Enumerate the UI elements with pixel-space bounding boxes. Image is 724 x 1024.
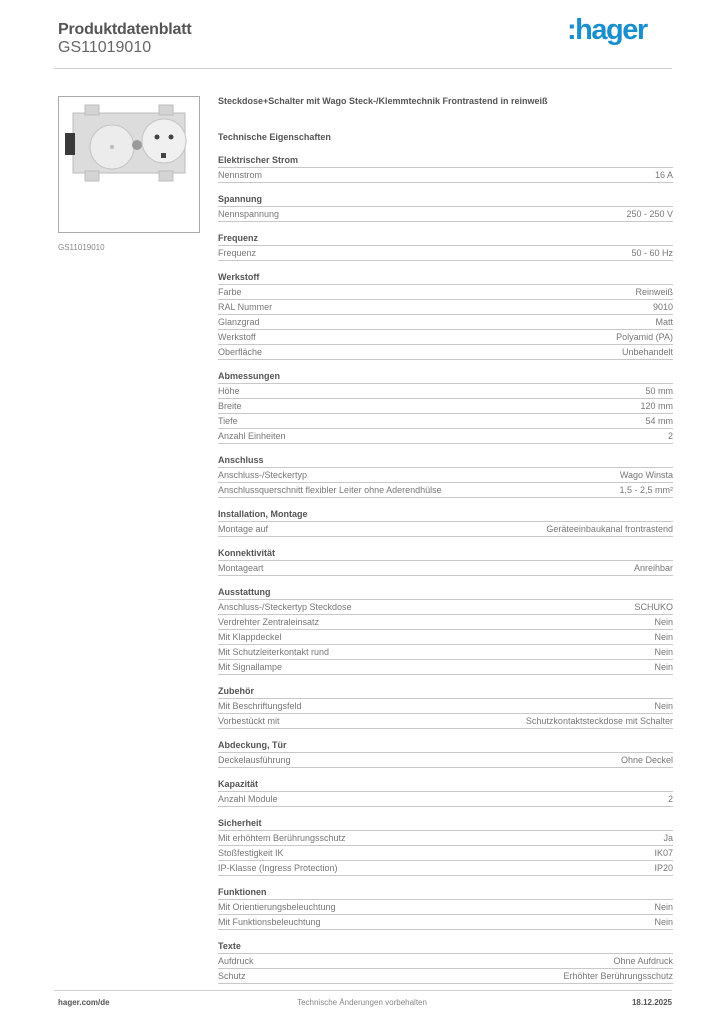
spec-group [218, 507, 673, 537]
spec-label: Stoßfestigkeit IK [218, 848, 284, 858]
spec-label: Werkstoff [218, 332, 256, 342]
spec-group [218, 816, 673, 876]
spec-row [218, 285, 673, 300]
spec-value: Nein [654, 617, 673, 627]
spec-group-title: Ausstattung [218, 585, 673, 600]
spec-value: 250 - 250 V [626, 209, 673, 219]
spec-label: Anschluss-/Steckertyp Steckdose [218, 602, 352, 612]
spec-group [218, 939, 673, 984]
spec-group [218, 777, 673, 807]
spec-value: 50 mm [645, 386, 673, 396]
spec-group-title: Funktionen [218, 885, 673, 900]
spec-row [218, 831, 673, 846]
spec-row [218, 846, 673, 861]
footer-date: 18.12.2025 [631, 998, 672, 1007]
spec-row [218, 753, 673, 768]
spec-label: Breite [218, 401, 242, 411]
spec-row [218, 900, 673, 915]
spec-row [218, 660, 673, 675]
product-code: GS11019010 [58, 39, 152, 56]
spec-label: Mit Beschriftungsfeld [218, 701, 302, 711]
spec-label: IP-Klasse (Ingress Protection) [218, 863, 338, 873]
spec-group [218, 192, 673, 222]
spec-group [218, 369, 673, 444]
spec-group [218, 453, 673, 498]
spec-label: Tiefe [218, 416, 238, 426]
spec-group-title: Anschluss [218, 453, 673, 468]
spec-value: Reinweiß [635, 287, 673, 297]
spec-label: Höhe [218, 386, 240, 396]
spec-value: Schutzkontaktsteckdose mit Schalter [525, 716, 673, 726]
spec-value: Polyamid (PA) [616, 332, 673, 342]
spec-value: 2 [667, 794, 673, 804]
spec-value: Nein [654, 662, 673, 672]
spec-value: Ohne Deckel [620, 755, 673, 765]
spec-label: Farbe [218, 287, 242, 297]
product-socket-switch-icon [59, 97, 199, 232]
spec-row [218, 699, 673, 714]
header-divider [54, 68, 672, 69]
spec-row [218, 414, 673, 429]
spec-value: 2 [667, 431, 673, 441]
spec-group [218, 585, 673, 675]
spec-group-title: Konnektivität [218, 546, 673, 561]
spec-value: IP20 [654, 863, 673, 873]
spec-label: Mit Klappdeckel [218, 632, 282, 642]
spec-row [218, 384, 673, 399]
spec-row [218, 429, 673, 444]
spec-value: IK07 [654, 848, 673, 858]
spec-value: 50 - 60 Hz [631, 248, 673, 258]
spec-label: Nennstrom [218, 170, 263, 180]
product-title: Steckdose+Schalter mit Wago Steck-/Klemmtechnik Frontrastend in reinweiß [218, 96, 548, 106]
spec-value: 120 mm [640, 401, 673, 411]
spec-label: Mit Signallampe [218, 662, 283, 672]
spec-value: Nein [654, 917, 673, 927]
document-title: Produktdatenblatt [58, 21, 192, 38]
spec-label: Frequenz [218, 248, 257, 258]
spec-row [218, 714, 673, 729]
spec-group-title: Abmessungen [218, 369, 673, 384]
spec-value: Anreihbar [633, 563, 673, 573]
spec-value: Ja [663, 833, 673, 843]
spec-label: Montage auf [218, 524, 269, 534]
spec-row [218, 645, 673, 660]
spec-value: 16 A [654, 170, 673, 180]
spec-value: 9010 [652, 302, 673, 312]
footer-website-link[interactable]: hager.com/de [58, 998, 110, 1007]
spec-value: 54 mm [645, 416, 673, 426]
spec-value: Ohne Aufdruck [613, 956, 673, 966]
spec-group-title: Elektrischer Strom [218, 153, 673, 168]
spec-group-title: Zubehör [218, 684, 673, 699]
spec-row [218, 315, 673, 330]
hager-logo: :hager [567, 14, 647, 46]
spec-label: Mit Orientierungsbeleuchtung [218, 902, 336, 912]
spec-group [218, 153, 673, 183]
spec-value: Matt [655, 317, 673, 327]
spec-value: SCHUKO [634, 602, 673, 612]
spec-group-title: Kapazität [218, 777, 673, 792]
spec-value: Geräteeinbaukanal frontrastend [546, 524, 673, 534]
spec-row [218, 246, 673, 261]
spec-row [218, 300, 673, 315]
spec-group-title: Abdeckung, Tür [218, 738, 673, 753]
spec-label: Mit erhöhtem Berührungsschutz [218, 833, 346, 843]
image-caption: GS11019010 [58, 243, 105, 252]
spec-label: Schutz [218, 971, 246, 981]
spec-label: Anzahl Einheiten [218, 431, 286, 441]
footer-divider [54, 990, 672, 991]
spec-row [218, 330, 673, 345]
footer-disclaimer: Technische Änderungen vorbehalten [297, 998, 427, 1007]
spec-group-title: Texte [218, 939, 673, 954]
spec-row [218, 615, 673, 630]
spec-group [218, 885, 673, 930]
spec-group-title: Installation, Montage [218, 507, 673, 522]
spec-group [218, 270, 673, 360]
spec-value: Erhöhter Berührungsschutz [563, 971, 673, 981]
spec-row [218, 630, 673, 645]
spec-value: Nein [654, 647, 673, 657]
spec-label: Montageart [218, 563, 264, 573]
spec-value: 1,5 - 2,5 mm² [619, 485, 673, 495]
spec-label: Aufdruck [218, 956, 254, 966]
spec-group [218, 231, 673, 261]
spec-row [218, 861, 673, 876]
spec-row [218, 399, 673, 414]
spec-row [218, 561, 673, 576]
spec-groups [218, 153, 673, 984]
spec-value: Nein [654, 632, 673, 642]
spec-row [218, 792, 673, 807]
specifications [218, 94, 673, 984]
spec-label: Glanzgrad [218, 317, 260, 327]
spec-group-title: Spannung [218, 192, 673, 207]
spec-label: Anzahl Module [218, 794, 278, 804]
spec-label: Mit Funktionsbeleuchtung [218, 917, 321, 927]
spec-row [218, 468, 673, 483]
spec-row [218, 168, 673, 183]
spec-row [218, 915, 673, 930]
spec-row [218, 969, 673, 984]
section-title: Technische Eigenschaften [218, 132, 331, 142]
spec-label: Verdrehter Zentraleinsatz [218, 617, 320, 627]
spec-group [218, 546, 673, 576]
spec-group-title: Sicherheit [218, 816, 673, 831]
spec-label: Nennspannung [218, 209, 280, 219]
spec-value: Nein [654, 902, 673, 912]
spec-row [218, 207, 673, 222]
spec-label: Anschlussquerschnitt flexibler Leiter ohne Aderendhülse [218, 485, 442, 495]
spec-row [218, 483, 673, 498]
spec-value: Unbehandelt [621, 347, 673, 357]
spec-label: Anschluss-/Steckertyp [218, 470, 308, 480]
spec-label: RAL Nummer [218, 302, 273, 312]
spec-label: Vorbestückt mit [218, 716, 280, 726]
spec-label: Oberfläche [218, 347, 263, 357]
spec-row [218, 345, 673, 360]
spec-row [218, 954, 673, 969]
spec-label: Deckelausführung [218, 755, 291, 765]
spec-value: Nein [654, 701, 673, 711]
spec-value: Wago Winsta [619, 470, 673, 480]
spec-group-title: Frequenz [218, 231, 673, 246]
spec-row [218, 522, 673, 537]
product-image [58, 96, 200, 233]
spec-label: Mit Schutzleiterkontakt rund [218, 647, 330, 657]
spec-row [218, 600, 673, 615]
spec-group-title: Werkstoff [218, 270, 673, 285]
spec-group [218, 738, 673, 768]
spec-group [218, 684, 673, 729]
